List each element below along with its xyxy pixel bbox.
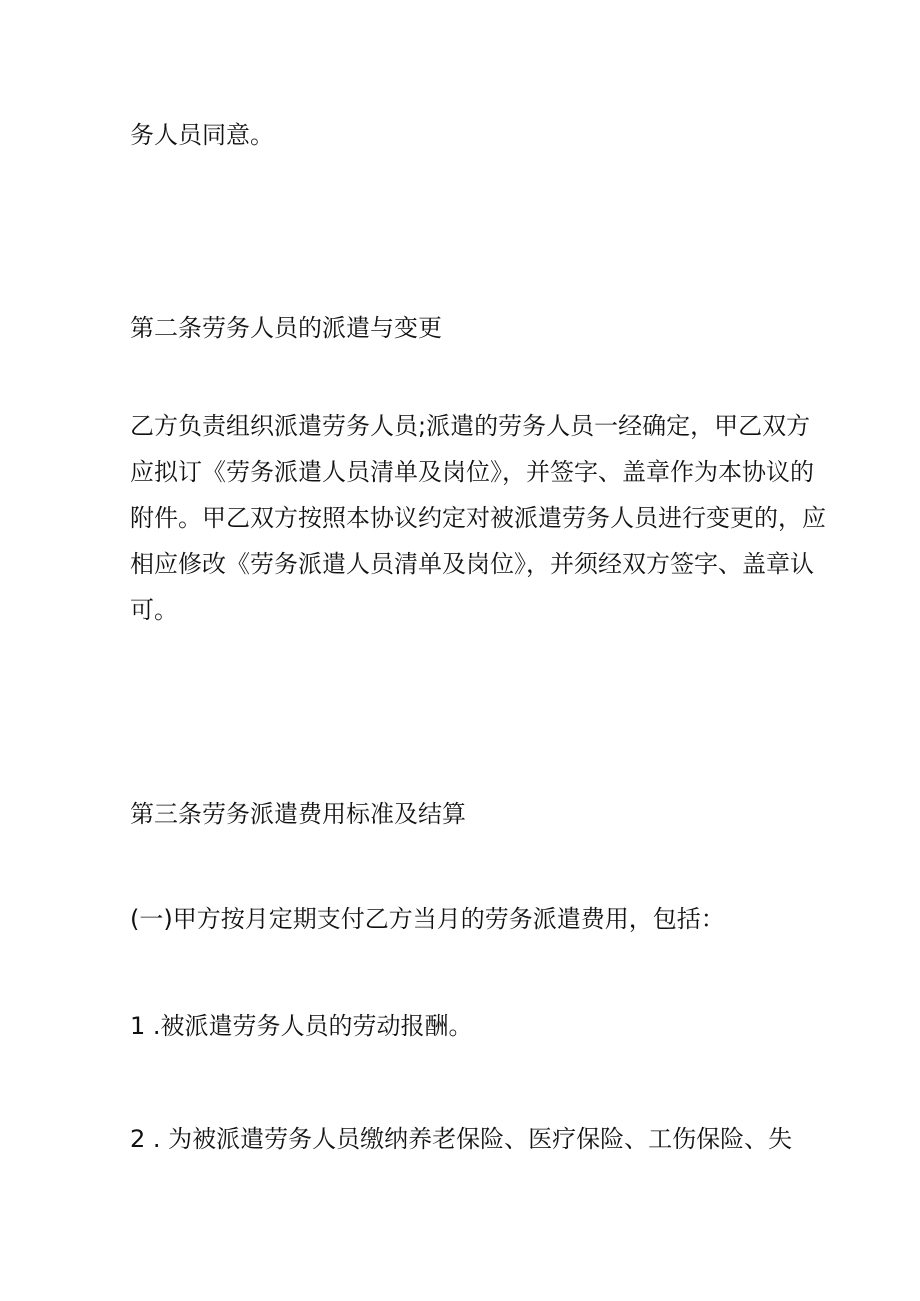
- paragraph-line: 可。: [130, 596, 178, 624]
- section-3-subitem-2: 2 . 为被派遣劳务人员缴纳养老保险、医疗保险、工伤保险、失: [130, 1125, 793, 1153]
- continuation-text: 务人员同意。: [130, 121, 274, 149]
- paragraph-line: 应拟订《劳务派遣人员清单及岗位》，并签字、盖章作为本协议的: [130, 458, 814, 486]
- section-2-paragraph: [130, 403, 826, 633]
- paragraph-line: 附件。甲乙双方按照本协议约定对被派遣劳务人员进行变更的，应: [130, 504, 826, 532]
- section-2-heading: 第二条劳务人员的派遣与变更: [130, 314, 442, 342]
- section-3-item-1: (一)甲方按月定期支付乙方当月的劳务派遣费用，包括：: [130, 905, 725, 933]
- paragraph-line: 乙方负责组织派遣劳务人员;派遣的劳务人员一经确定，甲乙双方: [130, 412, 811, 440]
- section-3-heading: 第三条劳务派遣费用标准及结算: [130, 800, 466, 828]
- paragraph-line: 相应修改《劳务派遣人员清单及岗位》，并须经双方签字、盖章认: [130, 550, 814, 578]
- section-3-subitem-1: 1 .被派遣劳务人员的劳动报酬。: [130, 1012, 473, 1040]
